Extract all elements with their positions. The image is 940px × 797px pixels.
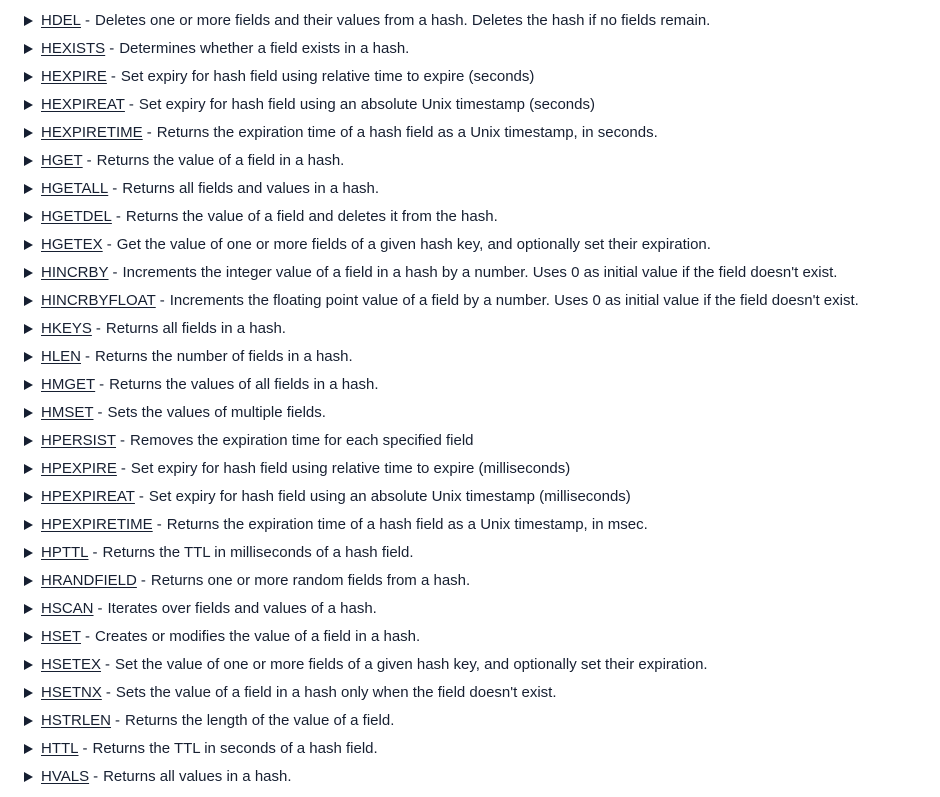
command-description: Returns all values in a hash. — [103, 768, 292, 785]
caret-right-icon[interactable] — [24, 100, 33, 110]
command-description: Set expiry for hash field using an absolute Unix timestamp (seconds) — [138, 96, 595, 113]
list-item-hdel — [24, 7, 940, 35]
separator: - — [82, 740, 88, 757]
list-item-hgetdel — [24, 203, 940, 231]
separator: - — [146, 124, 152, 141]
separator: - — [120, 460, 126, 477]
command-description: Returns the value of a field in a hash. — [96, 152, 345, 169]
separator: - — [156, 516, 162, 533]
separator: - — [86, 152, 92, 169]
caret-right-icon[interactable] — [24, 688, 33, 698]
command-link-hscan[interactable]: HSCAN — [41, 600, 94, 617]
command-description: Creates or modifies the value of a field in a hash. — [95, 628, 421, 645]
command-link-hmget[interactable]: HMGET — [41, 376, 96, 393]
command-link-hkeys[interactable]: HKEYS — [41, 320, 92, 337]
caret-right-icon[interactable] — [24, 296, 33, 306]
caret-right-icon[interactable] — [24, 436, 33, 446]
list-item-hmget — [24, 371, 940, 399]
command-link-hlen[interactable]: HLEN — [41, 348, 82, 365]
command-description: Iterates over fields and values of a hash. — [107, 600, 377, 617]
command-description: Returns the expiration time of a hash field as a Unix timestamp, in msec. — [166, 516, 648, 533]
command-description: Returns the value of a field and deletes it from the hash. — [125, 208, 498, 225]
command-link-hrandfield[interactable]: HRANDFIELD — [41, 572, 137, 589]
caret-right-icon[interactable] — [24, 660, 33, 670]
command-description: Get the value of one or more fields of a given hash key, and optionally set their expiration. — [116, 236, 711, 253]
command-link-hincrbyfloat[interactable]: HINCRBYFLOAT — [41, 292, 156, 309]
caret-right-icon[interactable] — [24, 772, 33, 782]
command-link-hsetnx[interactable]: HSETNX — [41, 684, 102, 701]
list-item-hget — [24, 147, 940, 175]
separator: - — [159, 292, 165, 309]
command-description: Set the value of one or more fields of a given hash key, and optionally set their expiration. — [115, 656, 708, 673]
command-link-hgetall[interactable]: HGETALL — [41, 180, 109, 197]
caret-right-icon[interactable] — [24, 576, 33, 586]
separator: - — [105, 684, 111, 701]
caret-right-icon[interactable] — [24, 212, 33, 222]
command-link-hpersist[interactable]: HPERSIST — [41, 432, 117, 449]
separator: - — [85, 12, 91, 29]
list-item-hlen — [24, 343, 940, 371]
caret-right-icon[interactable] — [24, 240, 33, 250]
command-description: Returns all fields and values in a hash. — [122, 180, 380, 197]
caret-right-icon[interactable] — [24, 44, 33, 54]
separator: - — [99, 376, 105, 393]
command-link-hstrlen[interactable]: HSTRLEN — [41, 712, 112, 729]
command-link-hpexpire[interactable]: HPEXPIRE — [41, 460, 117, 477]
separator: - — [128, 96, 134, 113]
command-description: Deletes one or more fields and their values from a hash. Deletes the hash if no fields remain. — [95, 12, 711, 29]
command-description: Removes the expiration time for each specified field — [130, 432, 474, 449]
list-item-hsetex — [24, 651, 940, 679]
command-link-hincrby[interactable]: HINCRBY — [41, 264, 109, 281]
command-description: Returns the values of all fields in a hash. — [109, 376, 379, 393]
list-item-hkeys — [24, 315, 940, 343]
list-item-hexpire — [24, 63, 940, 91]
command-link-hpexpireat[interactable]: HPEXPIREAT — [41, 488, 135, 505]
list-item-hexists — [24, 35, 940, 63]
command-link-hexpiretime[interactable]: HEXPIRETIME — [41, 124, 143, 141]
command-description: Set expiry for hash field using an absolute Unix timestamp (milliseconds) — [148, 488, 631, 505]
command-description: Sets the values of multiple fields. — [107, 404, 326, 421]
list-item-hincrbyfloat — [24, 287, 940, 315]
caret-right-icon[interactable] — [24, 156, 33, 166]
separator: - — [140, 572, 146, 589]
command-link-hpttl[interactable]: HPTTL — [41, 544, 89, 561]
command-link-hexists[interactable]: HEXISTS — [41, 40, 106, 57]
command-description: Increments the integer value of a field in a hash by a number. Uses 0 as initial value if the field doesn't exist. — [122, 264, 838, 281]
separator: - — [106, 236, 112, 253]
separator: - — [138, 488, 144, 505]
list-item-hexpireat — [24, 91, 940, 119]
caret-right-icon[interactable] — [24, 716, 33, 726]
separator: - — [85, 628, 91, 645]
command-link-hset[interactable]: HSET — [41, 628, 82, 645]
command-description: Returns the expiration time of a hash field as a Unix timestamp, in seconds. — [156, 124, 658, 141]
caret-right-icon[interactable] — [24, 324, 33, 334]
command-description: Sets the value of a field in a hash only when the field doesn't exist. — [115, 684, 557, 701]
command-description: Set expiry for hash field using relative time to expire (milliseconds) — [130, 460, 571, 477]
separator: - — [97, 404, 103, 421]
list-item-hmset — [24, 399, 940, 427]
command-link-hexpireat[interactable]: HEXPIREAT — [41, 96, 125, 113]
separator: - — [97, 600, 103, 617]
caret-right-icon[interactable] — [24, 380, 33, 390]
list-item-hrandfield — [24, 567, 940, 595]
list-item-hpersist — [24, 427, 940, 455]
command-description: Increments the floating point value of a field by a number. Uses 0 as initial value if the field doesn't exist. — [169, 292, 859, 309]
caret-right-icon[interactable] — [24, 604, 33, 614]
caret-right-icon[interactable] — [24, 268, 33, 278]
list-item-hscan — [24, 595, 940, 623]
command-description: Returns one or more random fields from a hash. — [150, 572, 471, 589]
list-item-hgetex — [24, 231, 940, 259]
command-description: Returns the length of the value of a field. — [125, 712, 395, 729]
command-link-hdel[interactable]: HDEL — [41, 12, 82, 29]
list-item-hset — [24, 623, 940, 651]
list-item-hstrlen — [24, 707, 940, 735]
caret-right-icon[interactable] — [24, 184, 33, 194]
list-item-hsetnx — [24, 679, 940, 707]
command-link-hsetex[interactable]: HSETEX — [41, 656, 102, 673]
list-item-hpexpiretime — [24, 511, 940, 539]
command-description: Returns the TTL in seconds of a hash field. — [92, 740, 378, 757]
separator: - — [120, 432, 126, 449]
command-description: Returns the TTL in milliseconds of a hash field. — [102, 544, 414, 561]
command-description: Set expiry for hash field using relative time to expire (seconds) — [120, 68, 535, 85]
list-item-hpexpireat — [24, 483, 940, 511]
separator: - — [112, 180, 118, 197]
separator: - — [112, 264, 118, 281]
caret-right-icon[interactable] — [24, 408, 33, 418]
command-link-hget[interactable]: HGET — [41, 152, 83, 169]
command-link-hgetdel[interactable]: HGETDEL — [41, 208, 112, 225]
separator: - — [92, 544, 98, 561]
command-link-hexpire[interactable]: HEXPIRE — [41, 68, 107, 85]
command-description: Determines whether a field exists in a hash. — [119, 40, 410, 57]
separator: - — [115, 712, 121, 729]
separator: - — [95, 320, 101, 337]
caret-right-icon[interactable] — [24, 128, 33, 138]
caret-right-icon[interactable] — [24, 548, 33, 558]
command-link-hpexpiretime[interactable]: HPEXPIRETIME — [41, 516, 153, 533]
list-item-hvals — [24, 763, 940, 791]
list-item-hgetall — [24, 175, 940, 203]
list-item-hincrby — [24, 259, 940, 287]
caret-right-icon[interactable] — [24, 632, 33, 642]
list-item-hpttl — [24, 539, 940, 567]
caret-right-icon[interactable] — [24, 520, 33, 530]
caret-right-icon[interactable] — [24, 744, 33, 754]
command-link-httl[interactable]: HTTL — [41, 740, 79, 757]
separator: - — [109, 40, 115, 57]
command-link-hvals[interactable]: HVALS — [41, 768, 90, 785]
separator: - — [105, 656, 111, 673]
command-description: Returns the number of fields in a hash. — [95, 348, 353, 365]
caret-right-icon[interactable] — [24, 16, 33, 26]
caret-right-icon[interactable] — [24, 72, 33, 82]
command-description: Returns all fields in a hash. — [105, 320, 286, 337]
list-item-httl — [24, 735, 940, 763]
separator: - — [110, 68, 116, 85]
separator: - — [85, 348, 91, 365]
command-link-hmset[interactable]: HMSET — [41, 404, 94, 421]
list-item-hpexpire — [24, 455, 940, 483]
separator: - — [115, 208, 121, 225]
list-item-hexpiretime — [24, 119, 940, 147]
separator: - — [93, 768, 99, 785]
command-link-hgetex[interactable]: HGETEX — [41, 236, 103, 253]
caret-right-icon[interactable] — [24, 492, 33, 502]
caret-right-icon[interactable] — [24, 464, 33, 474]
caret-right-icon[interactable] — [24, 352, 33, 362]
